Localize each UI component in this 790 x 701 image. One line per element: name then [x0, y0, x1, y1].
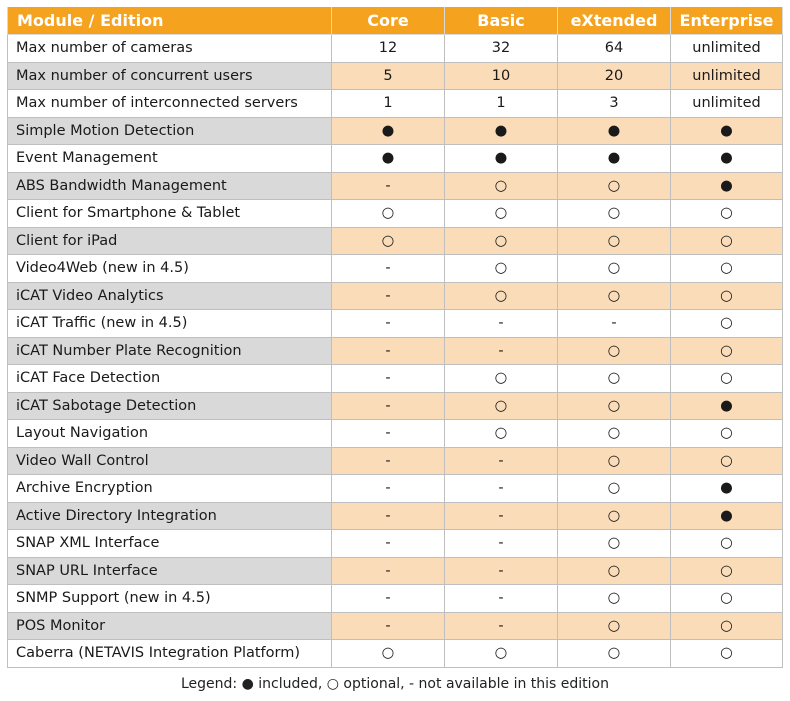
enterprise-value: ○ [671, 282, 783, 310]
basic-value: - [445, 337, 558, 365]
feature-name: Max number of interconnected servers [8, 90, 332, 118]
core-value: ● [332, 117, 445, 145]
enterprise-value: ○ [671, 200, 783, 228]
basic-value: ○ [445, 282, 558, 310]
core-value: - [332, 420, 445, 448]
table-row [8, 35, 783, 63]
legend-text: Legend: ● included, ○ optional, - not available in this edition [180, 676, 609, 692]
basic-value: - [445, 557, 558, 585]
enterprise-value: ● [671, 475, 783, 503]
core-value: - [332, 172, 445, 200]
basic-value: ○ [445, 420, 558, 448]
core-value: 5 [332, 62, 445, 90]
enterprise-value: ○ [671, 640, 783, 668]
feature-name: iCAT Number Plate Recognition [8, 337, 332, 365]
table-row [8, 337, 783, 365]
extended-value: ○ [558, 392, 671, 420]
table-row [8, 557, 783, 585]
feature-name: Client for Smartphone & Tablet [8, 200, 332, 228]
feature-name: SNAP XML Interface [8, 530, 332, 558]
core-value: - [332, 365, 445, 393]
table-row [8, 530, 783, 558]
core-value: - [332, 447, 445, 475]
basic-value: ○ [445, 392, 558, 420]
table-body [8, 35, 783, 668]
extended-value: ○ [558, 530, 671, 558]
extended-value: ○ [558, 365, 671, 393]
core-value: - [332, 392, 445, 420]
extended-value: ○ [558, 557, 671, 585]
basic-value: ● [445, 117, 558, 145]
feature-name: Client for iPad [8, 227, 332, 255]
extended-value: - [558, 310, 671, 338]
core-value: - [332, 557, 445, 585]
enterprise-value: ○ [671, 310, 783, 338]
feature-name: Video4Web (new in 4.5) [8, 255, 332, 283]
edition-comparison-table [7, 7, 783, 668]
feature-name: POS Monitor [8, 612, 332, 640]
enterprise-value: ● [671, 145, 783, 173]
core-value: - [332, 612, 445, 640]
extended-value: 3 [558, 90, 671, 118]
extended-value: ○ [558, 612, 671, 640]
basic-value: - [445, 475, 558, 503]
basic-value: - [445, 612, 558, 640]
feature-name: Max number of concurrent users [8, 62, 332, 90]
core-value: - [332, 585, 445, 613]
basic-value: 10 [445, 62, 558, 90]
extended-value: ○ [558, 172, 671, 200]
core-value: ○ [332, 200, 445, 228]
enterprise-value: ● [671, 117, 783, 145]
enterprise-value: ○ [671, 255, 783, 283]
table-row [8, 420, 783, 448]
basic-value: 1 [445, 90, 558, 118]
header-core: Core [332, 7, 445, 35]
header-enterprise: Enterprise [671, 7, 783, 35]
feature-name: ABS Bandwidth Management [8, 172, 332, 200]
feature-name: iCAT Face Detection [8, 365, 332, 393]
table-row [8, 255, 783, 283]
extended-value: ○ [558, 200, 671, 228]
core-value: 1 [332, 90, 445, 118]
basic-value: - [445, 530, 558, 558]
table-row [8, 365, 783, 393]
basic-value: ○ [445, 227, 558, 255]
enterprise-value: ● [671, 502, 783, 530]
extended-value: ○ [558, 640, 671, 668]
header-basic: Basic [445, 7, 558, 35]
basic-value: ○ [445, 255, 558, 283]
table-row [8, 640, 783, 668]
extended-value: ○ [558, 475, 671, 503]
extended-value: ○ [558, 447, 671, 475]
basic-value: - [445, 310, 558, 338]
edition-comparison-table-wrapper [7, 7, 782, 668]
header-extended: eXtended [558, 7, 671, 35]
feature-name: Event Management [8, 145, 332, 173]
extended-value: ○ [558, 420, 671, 448]
table-row [8, 117, 783, 145]
enterprise-value: ○ [671, 585, 783, 613]
extended-value: ○ [558, 585, 671, 613]
extended-value: ● [558, 117, 671, 145]
core-value: - [332, 530, 445, 558]
table-header-row [8, 7, 783, 35]
feature-name: Video Wall Control [8, 447, 332, 475]
basic-value: - [445, 585, 558, 613]
feature-name: Active Directory Integration [8, 502, 332, 530]
basic-value: - [445, 502, 558, 530]
feature-name: SNMP Support (new in 4.5) [8, 585, 332, 613]
feature-name: Layout Navigation [8, 420, 332, 448]
enterprise-value: ○ [671, 337, 783, 365]
enterprise-value: ○ [671, 365, 783, 393]
enterprise-value: ○ [671, 530, 783, 558]
extended-value: ● [558, 145, 671, 173]
table-row [8, 200, 783, 228]
core-value: - [332, 310, 445, 338]
basic-value: ○ [445, 172, 558, 200]
table-row [8, 310, 783, 338]
enterprise-value: ● [671, 392, 783, 420]
table-row [8, 612, 783, 640]
enterprise-value: ○ [671, 447, 783, 475]
feature-name: iCAT Traffic (new in 4.5) [8, 310, 332, 338]
table-row [8, 172, 783, 200]
table-row [8, 392, 783, 420]
feature-name: Max number of cameras [8, 35, 332, 63]
table-row [8, 90, 783, 118]
table-row [8, 585, 783, 613]
enterprise-value: ○ [671, 227, 783, 255]
enterprise-value: unlimited [671, 90, 783, 118]
core-value: - [332, 475, 445, 503]
extended-value: ○ [558, 502, 671, 530]
core-value: ○ [332, 227, 445, 255]
table-row [8, 502, 783, 530]
table-row [8, 145, 783, 173]
enterprise-value: ○ [671, 420, 783, 448]
table-row [8, 447, 783, 475]
core-value: ○ [332, 640, 445, 668]
table-row [8, 282, 783, 310]
core-value: - [332, 255, 445, 283]
extended-value: 64 [558, 35, 671, 63]
feature-name: iCAT Sabotage Detection [8, 392, 332, 420]
feature-name: iCAT Video Analytics [8, 282, 332, 310]
table-row [8, 62, 783, 90]
basic-value: ○ [445, 200, 558, 228]
core-value: 12 [332, 35, 445, 63]
core-value: - [332, 337, 445, 365]
basic-value: ● [445, 145, 558, 173]
basic-value: ○ [445, 365, 558, 393]
table-row [8, 475, 783, 503]
core-value: - [332, 502, 445, 530]
extended-value: 20 [558, 62, 671, 90]
table-row [8, 227, 783, 255]
feature-name: Simple Motion Detection [8, 117, 332, 145]
enterprise-value: ○ [671, 557, 783, 585]
feature-name: SNAP URL Interface [8, 557, 332, 585]
core-value: ● [332, 145, 445, 173]
core-value: - [332, 282, 445, 310]
extended-value: ○ [558, 282, 671, 310]
header-module-edition: Module / Edition [8, 7, 332, 35]
extended-value: ○ [558, 227, 671, 255]
feature-name: Caberra (NETAVIS Integration Platform) [8, 640, 332, 668]
feature-name: Archive Encryption [8, 475, 332, 503]
basic-value: - [445, 447, 558, 475]
basic-value: ○ [445, 640, 558, 668]
enterprise-value: unlimited [671, 62, 783, 90]
extended-value: ○ [558, 255, 671, 283]
enterprise-value: ○ [671, 612, 783, 640]
basic-value: 32 [445, 35, 558, 63]
extended-value: ○ [558, 337, 671, 365]
enterprise-value: unlimited [671, 35, 783, 63]
enterprise-value: ● [671, 172, 783, 200]
